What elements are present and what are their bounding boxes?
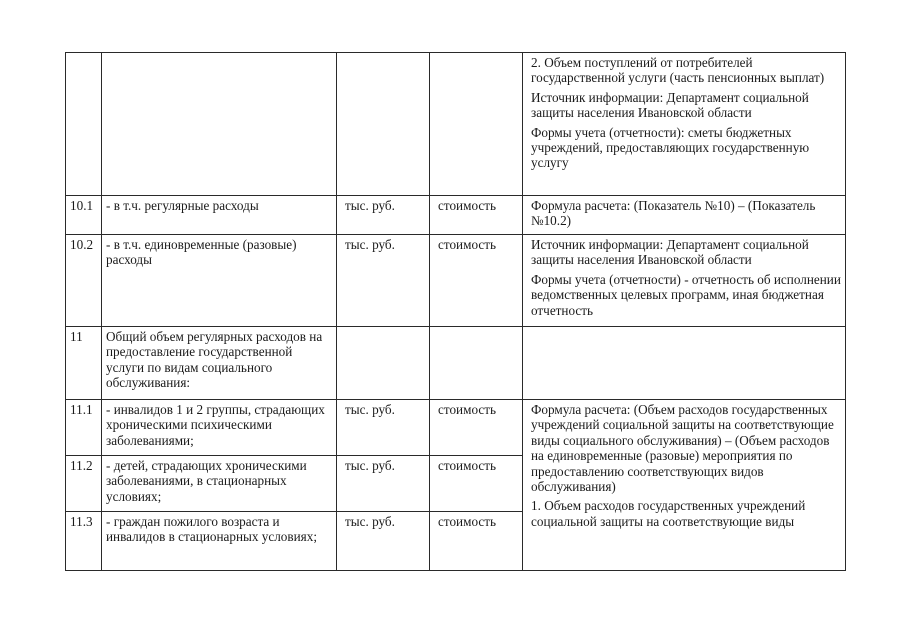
type-cell: стоимость — [430, 456, 523, 512]
indicator-name: - инвалидов 1 и 2 группы, страдающих хроническими психическими заболеваниями; — [102, 400, 337, 456]
info-paragraph: Формы учета (отчетности): сметы бюджетных учреждений, предоставляющих государственную услугу — [531, 124, 810, 171]
unit-cell: тыс. руб. — [337, 235, 430, 327]
table-row — [66, 235, 846, 327]
type-cell: стоимость — [430, 235, 523, 327]
table-row — [66, 53, 846, 196]
unit-cell: тыс. руб. — [337, 196, 430, 235]
info-paragraph: Формула расчета: (Показатель №10) – (Показатель №10.2) — [531, 198, 816, 229]
info-paragraph: Формы учета (отчетности) - отчетность об исполнении ведомственных целевых программ, иная бюджетная отчетность — [531, 271, 841, 318]
row-number: 11.1 — [66, 400, 102, 456]
info-cell — [523, 196, 846, 235]
indicator-name: - детей, страдающих хроническими заболеваниями, в стационарных условиях; — [102, 456, 337, 512]
unit-cell: тыс. руб. — [337, 400, 430, 456]
unit-cell — [337, 327, 430, 400]
info-paragraph: 2. Объем поступлений от потребителей государственной услуги (часть пенсионных выплат) — [531, 55, 825, 86]
table-row — [66, 196, 846, 235]
info-paragraph: Источник информации: Департамент социальной защиты населения Ивановской области — [531, 89, 809, 121]
info-paragraph: Источник информации: Департамент социальной защиты населения Ивановской области — [531, 237, 809, 268]
info-cell — [523, 327, 846, 400]
indicator-name: - граждан пожилого возраста и инвалидов в стационарных условиях; — [102, 512, 337, 571]
row-number: 10.1 — [66, 196, 102, 235]
type-cell — [430, 53, 523, 196]
row-number: 11.3 — [66, 512, 102, 571]
type-cell — [430, 327, 523, 400]
row-number: 11.2 — [66, 456, 102, 512]
unit-cell: тыс. руб. — [337, 456, 430, 512]
indicator-name: - в т.ч. единовременные (разовые) расходы — [102, 235, 337, 327]
indicator-name: Общий объем регулярных расходов на предоставление государственной услуги по видам социального обслуживания: — [102, 327, 337, 400]
table-row — [66, 327, 846, 400]
info-cell — [523, 400, 846, 571]
unit-cell: тыс. руб. — [337, 512, 430, 571]
info-paragraph: 1. Объем расходов государственных учреждений социальной защиты на соответствующие виды — [531, 498, 806, 529]
info-cell — [523, 235, 846, 327]
indicator-name: - в т.ч. регулярные расходы — [102, 196, 337, 235]
table-row — [66, 400, 846, 456]
type-cell: стоимость — [430, 196, 523, 235]
row-number — [66, 53, 102, 196]
unit-cell — [337, 53, 430, 196]
info-paragraph: Формула расчета: (Объем расходов государственных учреждений социальной защиты на соответствующие виды социального обслуживания) – (Объем расходов на единовременные (разовые) мероприятия по предоставлению соответствующих видов обслуживания) — [531, 402, 834, 495]
indicator-table — [65, 52, 846, 571]
type-cell: стоимость — [430, 400, 523, 456]
row-number: 11 — [66, 327, 102, 400]
row-number: 10.2 — [66, 235, 102, 327]
type-cell: стоимость — [430, 512, 523, 571]
indicator-name — [102, 53, 337, 196]
info-cell — [523, 53, 846, 196]
